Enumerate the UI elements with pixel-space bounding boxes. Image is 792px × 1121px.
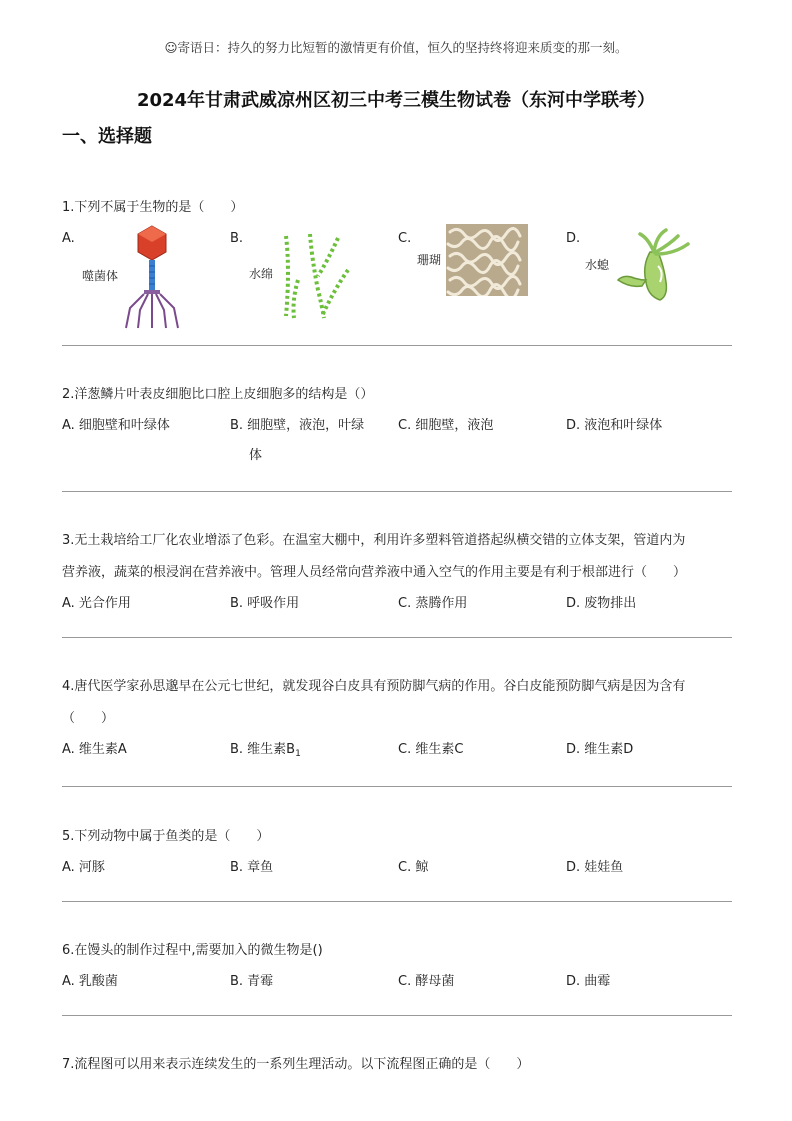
divider <box>62 786 732 787</box>
divider <box>62 637 732 638</box>
bacteriophage-image <box>120 224 184 332</box>
option-b[interactable]: B. 呼吸作用 <box>230 596 300 611</box>
question-stem: 7.流程图可以用来表示连续发生的一系列生理活动。以下流程图正确的是（ ） <box>62 1057 530 1072</box>
label-bacteriophage: 噬菌体 <box>82 269 119 283</box>
option-b[interactable] <box>230 735 390 766</box>
option-d[interactable]: D. 维生素D <box>566 742 634 757</box>
option-d[interactable]: D. <box>566 231 581 246</box>
option-c[interactable]: C. 鲸 <box>398 860 429 875</box>
question-7 <box>62 1049 732 1081</box>
question-stem: 5.下列动物中属于鱼类的是（ ） <box>62 829 270 844</box>
label-hydra: 水螅 <box>585 258 610 272</box>
section-heading: 一、选择题 <box>62 126 152 147</box>
divider <box>62 491 732 492</box>
option-d[interactable]: D. 曲霉 <box>566 974 611 989</box>
spirogyra-image <box>278 230 358 320</box>
label-spirogyra: 水绵 <box>249 267 274 281</box>
option-b-wrap: 体 <box>249 448 263 463</box>
option-b[interactable]: B. 细胞壁，液泡，叶绿 <box>230 418 365 433</box>
option-a[interactable]: A. 维生素A <box>62 742 127 757</box>
coral-image <box>446 224 528 296</box>
question-options <box>62 967 732 997</box>
option-a[interactable]: A. 乳酸菌 <box>62 974 118 989</box>
question-6 <box>62 935 732 997</box>
option-c[interactable]: C. <box>398 231 412 246</box>
question-3 <box>62 525 732 619</box>
option-b[interactable]: B. 章鱼 <box>230 860 274 875</box>
question-5 <box>62 821 732 883</box>
question-4 <box>62 671 732 765</box>
divider <box>62 345 732 346</box>
option-c[interactable]: C. 细胞壁，液泡 <box>398 418 494 433</box>
option-b[interactable]: B. 青霉 <box>230 974 274 989</box>
question-options <box>62 853 732 883</box>
option-c[interactable]: C. 酵母菌 <box>398 974 455 989</box>
option-a[interactable]: A. 细胞壁和叶绿体 <box>62 418 170 433</box>
exam-title: 2024年甘肃武威凉州区初三中考三模生物试卷（东河中学联考） <box>136 90 656 111</box>
question-options <box>62 735 732 765</box>
hydra-image <box>612 226 702 306</box>
subscript: 1 <box>295 749 301 759</box>
option-d[interactable]: D. 娃娃鱼 <box>566 860 624 875</box>
question-options <box>62 411 732 441</box>
question-stem: 1.下列不属于生物的是（ ） <box>62 200 244 215</box>
option-b-text: B. 维生素B <box>230 742 296 757</box>
option-c[interactable]: C. 维生素C <box>398 742 464 757</box>
option-d[interactable]: D. 废物排出 <box>566 596 637 611</box>
option-d[interactable]: D. 液泡和叶绿体 <box>566 418 663 433</box>
divider <box>62 901 732 902</box>
question-stem-line2: 营养液，蔬菜的根浸润在营养液中。管理人员经常向营养液中通入空气的作用主要是有利于根部进行（ ） <box>62 565 687 580</box>
question-2 <box>62 379 732 471</box>
option-a[interactable]: A. <box>62 231 75 246</box>
question-options <box>62 589 732 619</box>
question-stem: 6.在馒头的制作过程中,需要加入的微生物是() <box>62 943 323 958</box>
divider <box>62 1015 732 1016</box>
option-c[interactable]: C. 蒸腾作用 <box>398 596 468 611</box>
motto-line: ☺寄语日：持久的努力比短暂的激情更有价值，恒久的坚持终将迎来质变的那一刻。 <box>164 40 628 55</box>
option-b[interactable]: B. <box>230 231 244 246</box>
question-stem-line1: 4.唐代医学家孙思邈早在公元七世纪，就发现谷白皮具有预防脚气病的作用。谷白皮能预防脚气病是因为含有 <box>62 679 686 694</box>
question-stem-line2: （ ） <box>62 711 115 726</box>
option-a[interactable]: A. 光合作用 <box>62 596 131 611</box>
question-stem: 2.洋葱鳞片叶表皮细胞比口腔上皮细胞多的结构是（） <box>62 387 374 402</box>
question-stem-line1: 3.无土栽培给工厂化农业增添了色彩。在温室大棚中，利用许多塑料管道搭起纵横交错的立体支架，管道内为 <box>62 533 686 548</box>
label-coral: 珊瑚 <box>417 253 442 267</box>
option-a[interactable]: A. 河豚 <box>62 860 105 875</box>
